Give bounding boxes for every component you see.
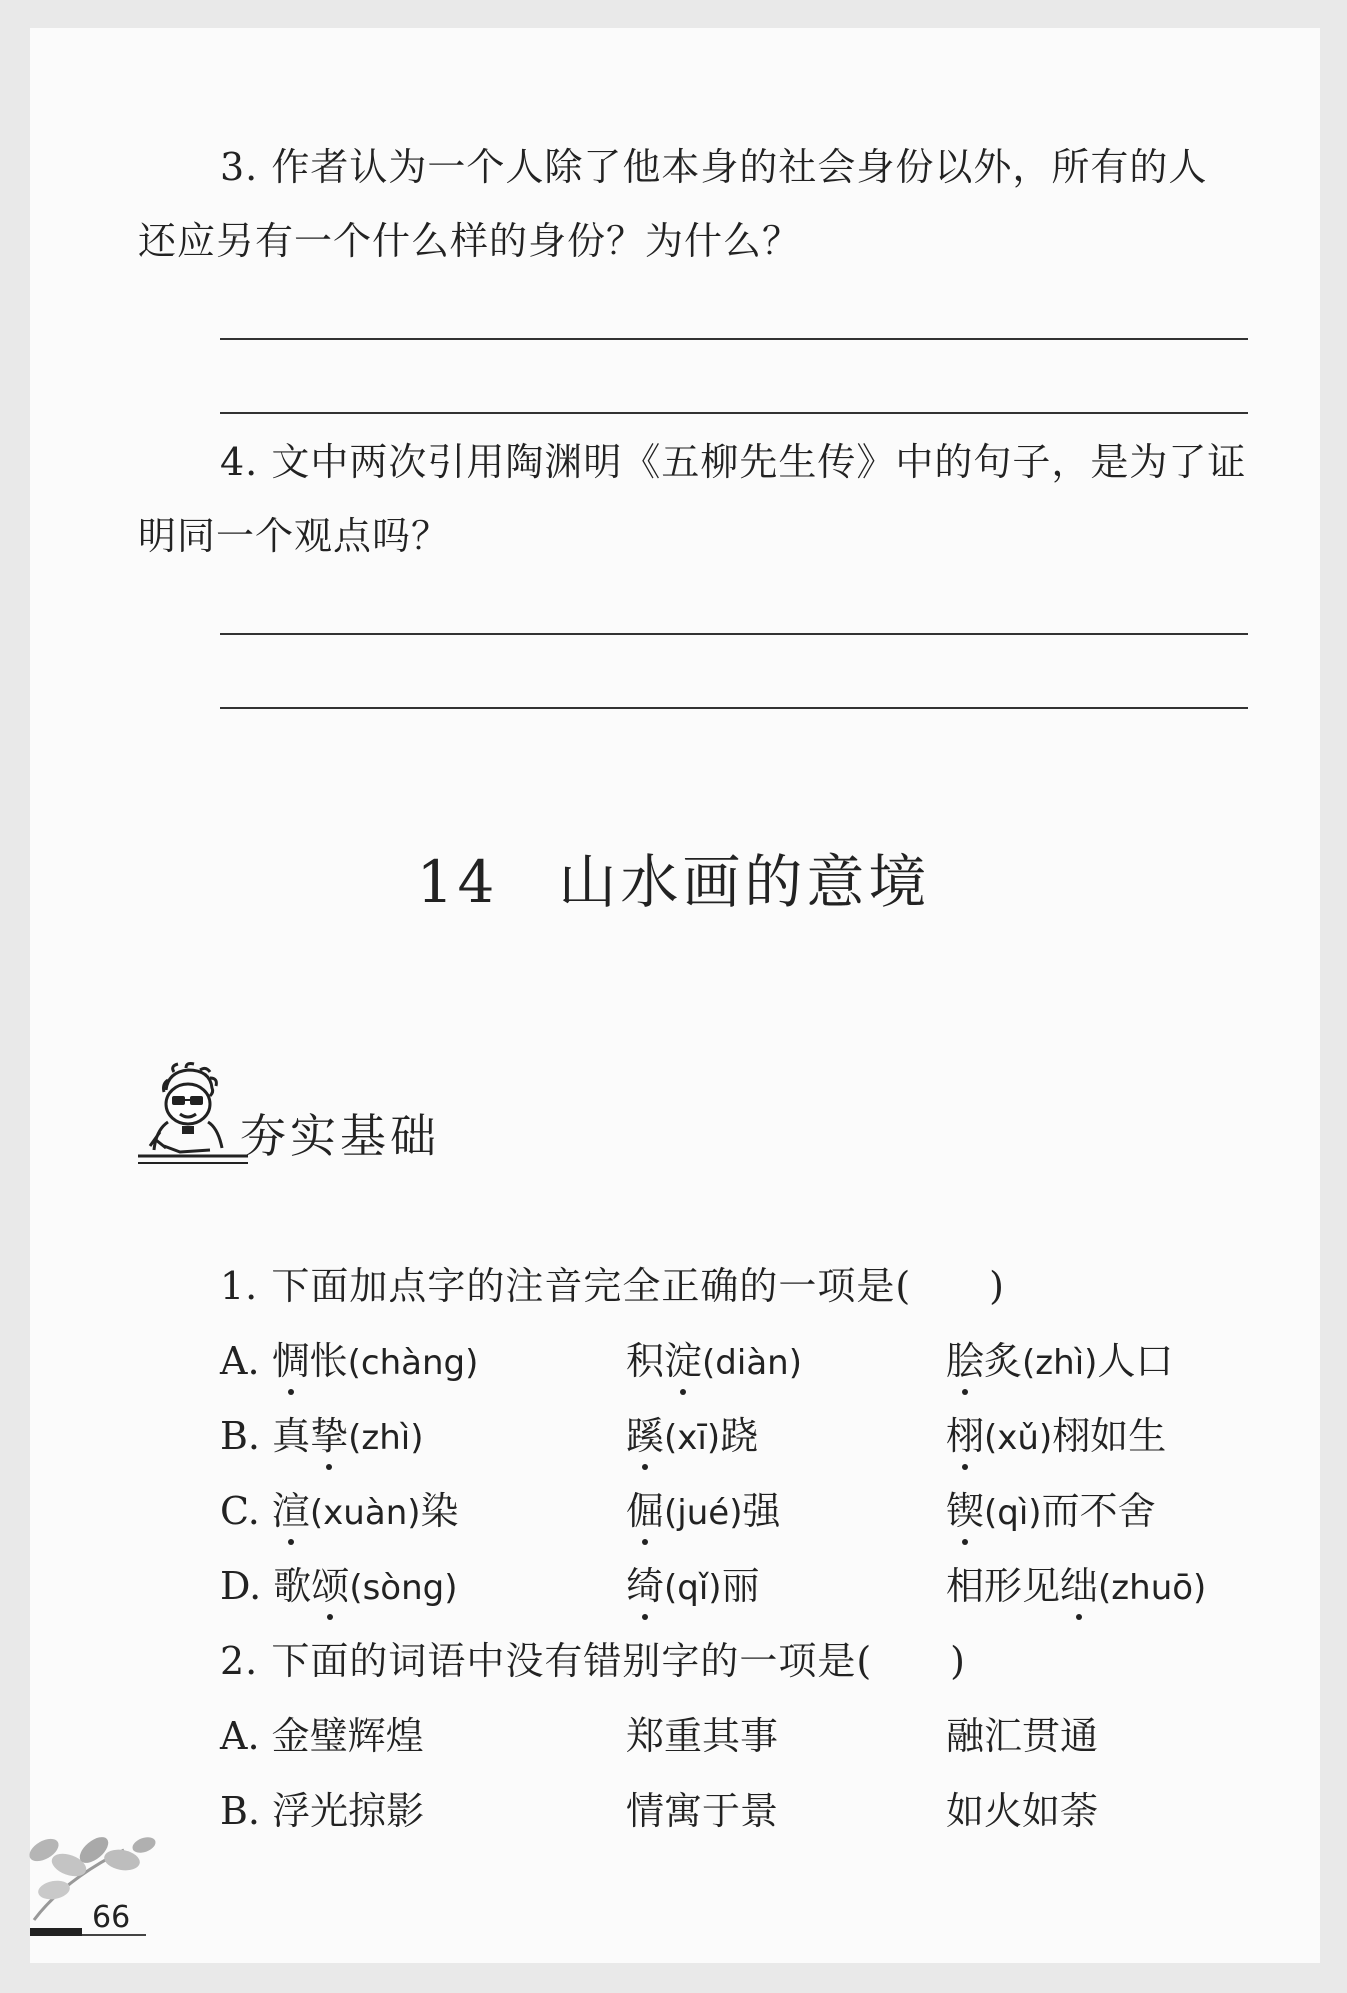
- question-4: [138, 425, 1248, 573]
- q2-option-a-word-1: A. 金璧辉煌: [220, 1714, 424, 1758]
- q2-option-b[interactable]: [0, 1780, 1347, 1840]
- option-c-word-2: 倔(jué)强: [626, 1480, 780, 1535]
- section-label: 夯实基础: [240, 1109, 440, 1163]
- q2-option-b-word-3: 如火如荼: [946, 1789, 1099, 1833]
- question-3-line1: 3. 作者认为一个人除了他本身的社会身份以外，所有的人: [220, 145, 1208, 189]
- lesson-number: 14: [416, 848, 499, 916]
- option-b-word-1: B. 真挚(zhì): [220, 1405, 424, 1460]
- lesson-name: 山水画的意境: [558, 848, 931, 916]
- q2-option-a-word-2: 郑重其事: [626, 1714, 779, 1758]
- question-1-stem: 1. 下面加点字的注音完全正确的一项是( ): [220, 1264, 1005, 1308]
- q1-option-d[interactable]: [0, 1555, 1347, 1615]
- option-d-word-2: 绮(qǐ)丽: [626, 1555, 760, 1610]
- option-b-word-3: 栩(xǔ)栩如生: [946, 1405, 1166, 1460]
- option-a-word-2: 积淀(diàn): [626, 1330, 802, 1385]
- footer-bar: [30, 1928, 82, 1936]
- q2-option-b-word-1: B. 浮光掠影: [220, 1789, 425, 1833]
- q2-option-a[interactable]: [0, 1705, 1347, 1765]
- question-4-line1: 4. 文中两次引用陶渊明《五柳先生传》中的句子，是为了证: [220, 440, 1247, 484]
- option-a-word-3: 脍炙(zhì)人口: [946, 1330, 1173, 1385]
- option-d-word-1: D. 歌颂(sòng): [220, 1555, 458, 1610]
- q1-option-c[interactable]: [0, 1480, 1347, 1540]
- answer-line[interactable]: [220, 338, 1248, 340]
- section-header: [138, 1060, 498, 1170]
- lesson-title: [0, 835, 1347, 919]
- answer-line[interactable]: [220, 707, 1248, 709]
- q1-option-b[interactable]: [0, 1405, 1347, 1465]
- option-d-word-3: 相形见绌(zhuō): [946, 1555, 1206, 1610]
- question-2-stem: 2. 下面的词语中没有错别字的一项是( ): [220, 1639, 966, 1683]
- option-a-word-1: A. 惆怅(chàng): [220, 1330, 478, 1385]
- option-c-word-1: C. 渲(xuàn)染: [220, 1480, 459, 1535]
- answer-line[interactable]: [220, 633, 1248, 635]
- option-c-word-3: 锲(qì)而不舍: [946, 1480, 1156, 1535]
- page-number: 66: [92, 1900, 131, 1935]
- question-3-line2: 还应另有一个什么样的身份？为什么？: [138, 219, 802, 263]
- answer-line[interactable]: [220, 412, 1248, 414]
- question-4-line2: 明同一个观点吗？: [138, 514, 451, 558]
- student-writing-icon: [138, 1060, 248, 1170]
- q2-option-b-word-2: 情寓于景: [626, 1789, 779, 1833]
- question-3: [138, 130, 1248, 278]
- q2-option-a-word-3: 融汇贯通: [946, 1714, 1099, 1758]
- q1-option-a[interactable]: [0, 1330, 1347, 1390]
- option-b-word-2: 蹊(xī)跷: [626, 1405, 758, 1460]
